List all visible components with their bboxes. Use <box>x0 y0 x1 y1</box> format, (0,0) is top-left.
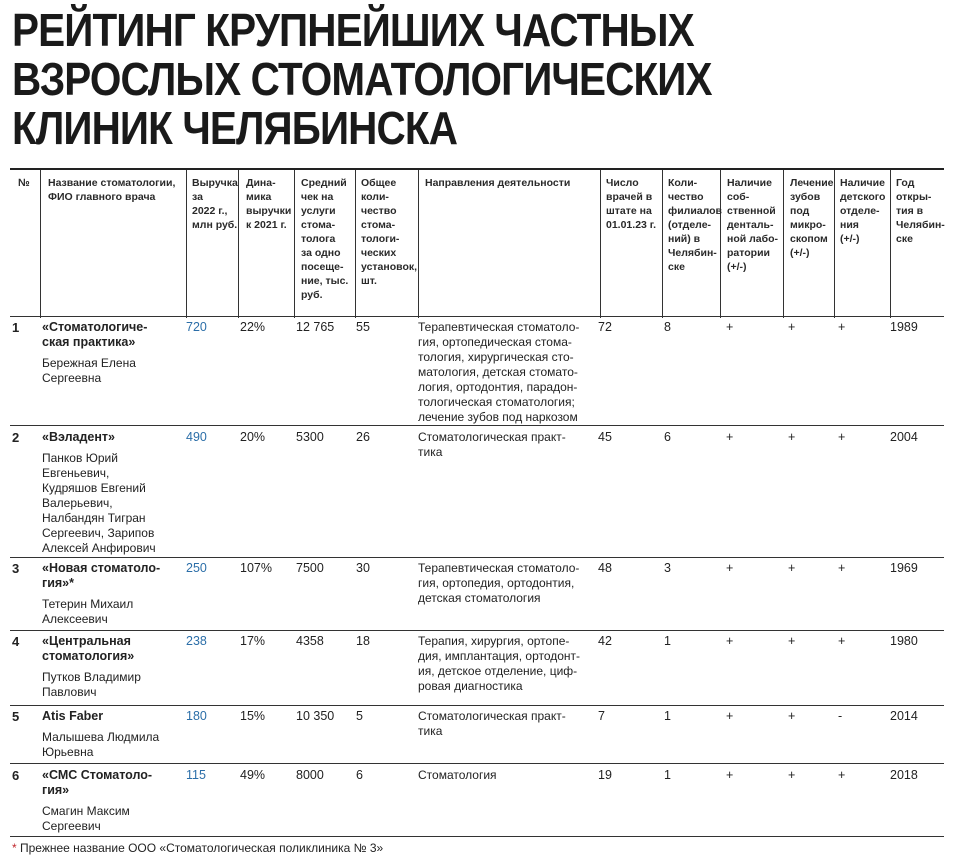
clinic-cell <box>42 768 184 834</box>
column-divider <box>834 170 835 318</box>
row-divider <box>10 557 944 558</box>
header-directions: Направления деятельности <box>425 177 571 189</box>
cell-revenue: 180 <box>186 709 207 723</box>
cell-revenue: 238 <box>186 634 207 648</box>
cell-avg-check: 8000 <box>296 768 324 782</box>
cell-microscope: + <box>788 430 796 444</box>
cell-avg-check: 5300 <box>296 430 324 444</box>
cell-avg-check: 10 350 <box>296 709 335 723</box>
clinic-name: «Центральная стоматология» <box>42 634 135 663</box>
row-divider <box>10 425 944 426</box>
column-divider <box>186 170 187 318</box>
cell-doctors: 48 <box>598 561 612 575</box>
header-year: Год откры- тия в Челябин- ске <box>896 177 945 245</box>
cell-avg-check: 12 765 <box>296 320 335 334</box>
cell-num: 2 <box>12 430 20 445</box>
cell-num: 6 <box>12 768 20 783</box>
cell-doctors: 45 <box>598 430 612 444</box>
column-divider <box>783 170 784 318</box>
cell-microscope: + <box>788 561 796 575</box>
column-divider <box>720 170 721 318</box>
column-divider <box>600 170 601 318</box>
cell-year: 1969 <box>890 561 918 575</box>
cell-year: 2014 <box>890 709 918 723</box>
cell-branches: 1 <box>664 768 671 782</box>
cell-dynamics: 107% <box>240 561 272 575</box>
title-line-1: РЕЙТИНГ КРУПНЕЙШИХ ЧАСТНЫХ <box>12 4 694 56</box>
column-divider <box>40 170 41 318</box>
clinic-name: «Стоматологиче- ская практика» <box>42 320 148 349</box>
cell-revenue: 115 <box>186 768 206 782</box>
cell-lab: + <box>726 430 734 444</box>
clinic-cell <box>42 430 184 556</box>
header-num: № <box>18 177 30 189</box>
column-divider <box>355 170 356 318</box>
header-children: Наличие детского отделе- ния (+/-) <box>840 177 886 245</box>
cell-lab: + <box>726 320 734 334</box>
cell-microscope: + <box>788 768 796 782</box>
cell-directions: Стоматологическая практ- тика <box>418 430 566 459</box>
cell-lab: + <box>726 561 734 575</box>
header-revenue: Выручка за 2022 г., млн руб. <box>192 177 238 231</box>
clinic-cell <box>42 709 184 760</box>
header-microscope: Лечение зубов под микро- скопом (+/-) <box>790 177 834 259</box>
column-divider <box>294 170 295 318</box>
page-title <box>12 6 830 153</box>
header-name: Название стоматологии, ФИО главного врача <box>48 177 176 203</box>
header-bottom-rule <box>10 316 944 317</box>
column-divider <box>662 170 663 318</box>
table-top-rule <box>10 168 944 170</box>
clinic-name: «Вэладент» <box>42 430 115 444</box>
cell-avg-check: 7500 <box>296 561 324 575</box>
cell-directions: Стоматологическая практ- тика <box>418 709 566 738</box>
footnote <box>12 841 383 855</box>
cell-avg-check: 4358 <box>296 634 324 648</box>
cell-dynamics: 17% <box>240 634 266 648</box>
cell-units: 30 <box>356 561 370 575</box>
cell-branches: 1 <box>664 634 671 648</box>
cell-children: - <box>838 709 843 723</box>
clinic-name: «Новая стоматоло- гия»* <box>42 561 161 590</box>
header-units: Общее коли- чество стома- тологи- ческих установок, шт. <box>361 177 418 287</box>
cell-directions: Терапия, хирургия, ортопе- дия, имплантация, ортодонт- ия, детское отделение, циф- ровая диагностика <box>418 634 581 693</box>
header-doctors: Число врачей в штате на 01.01.23 г. <box>606 177 657 231</box>
cell-revenue: 720 <box>186 320 207 334</box>
cell-children: + <box>838 320 846 334</box>
footnote-mark: * <box>12 841 17 855</box>
chief-doctor: Путков Владимир Павлович <box>42 670 141 699</box>
chief-doctor: Смагин Максим Сергеевич <box>42 804 130 833</box>
header-avg-check: Средний чек на услуги стома- толога за одно посеще- ние, тыс. руб. <box>301 177 349 301</box>
clinic-name: Atis Faber <box>42 709 104 723</box>
title-line-3: КЛИНИК ЧЕЛЯБИНСКА <box>12 102 458 154</box>
table-bottom-rule <box>10 836 944 837</box>
cell-directions: Терапевтическая стоматоло- гия, ортопедия, ортодонтия, детская стоматология <box>418 561 580 605</box>
header-dynamics: Дина- мика выручки к 2021 г. <box>246 177 292 231</box>
cell-microscope: + <box>788 320 796 334</box>
cell-revenue: 490 <box>186 430 207 444</box>
cell-num: 5 <box>12 709 20 724</box>
cell-dynamics: 15% <box>240 709 266 723</box>
header-lab: Наличие соб- ственной денталь- ной лабо- ратории (+/-) <box>727 177 779 273</box>
row-divider <box>10 705 944 706</box>
cell-units: 26 <box>356 430 370 444</box>
cell-year: 1980 <box>890 634 918 648</box>
column-divider <box>890 170 891 318</box>
cell-dynamics: 49% <box>240 768 266 782</box>
cell-lab: + <box>726 634 734 648</box>
cell-children: + <box>838 634 846 648</box>
cell-doctors: 42 <box>598 634 612 648</box>
clinic-name: «СМС Стоматоло- гия» <box>42 768 153 797</box>
cell-doctors: 19 <box>598 768 612 782</box>
cell-year: 2004 <box>890 430 918 444</box>
cell-units: 5 <box>356 709 363 723</box>
cell-children: + <box>838 768 846 782</box>
cell-dynamics: 22% <box>240 320 266 334</box>
cell-doctors: 7 <box>598 709 605 723</box>
cell-directions: Стоматология <box>418 768 497 782</box>
column-divider <box>418 170 419 318</box>
cell-children: + <box>838 430 846 444</box>
cell-revenue: 250 <box>186 561 207 575</box>
cell-branches: 6 <box>664 430 671 444</box>
cell-branches: 3 <box>664 561 671 575</box>
row-divider <box>10 630 944 631</box>
cell-num: 3 <box>12 561 20 576</box>
clinic-cell <box>42 561 184 627</box>
chief-doctor: Бережная Елена Сергеевна <box>42 356 136 385</box>
row-divider <box>10 763 944 764</box>
cell-units: 55 <box>356 320 370 334</box>
chief-doctor: Малышева Людмила Юрьевна <box>42 730 160 759</box>
clinic-cell <box>42 320 184 386</box>
cell-year: 2018 <box>890 768 918 782</box>
cell-doctors: 72 <box>598 320 612 334</box>
column-divider <box>238 170 239 318</box>
footnote-text: Прежнее название ООО «Стоматологическая поликлиника № 3» <box>16 841 384 855</box>
cell-num: 4 <box>12 634 20 649</box>
cell-year: 1989 <box>890 320 918 334</box>
chief-doctor: Тетерин Михаил Алексеевич <box>42 597 134 626</box>
cell-lab: + <box>726 768 734 782</box>
clinic-cell <box>42 634 184 700</box>
cell-microscope: + <box>788 634 796 648</box>
cell-num: 1 <box>12 320 20 335</box>
cell-lab: + <box>726 709 734 723</box>
cell-branches: 1 <box>664 709 671 723</box>
title-line-2: ВЗРОСЛЫХ СТОМАТОЛОГИЧЕСКИХ <box>12 53 712 105</box>
cell-directions: Терапевтическая стоматоло- гия, ортопедическая стома- тология, хирургическая сто- матология, детская стомато- логия, ортодонтия, парадон- тологическая стоматология; лечение зубов под наркозом <box>418 320 580 424</box>
cell-units: 18 <box>356 634 370 648</box>
cell-children: + <box>838 561 846 575</box>
cell-dynamics: 20% <box>240 430 266 444</box>
cell-branches: 8 <box>664 320 671 334</box>
chief-doctor: Панков Юрий Евгеньевич, Кудряшов Евгений Валерьевич, Налбандян Тигран Сергеевич, Зарипов Алексей Анфирович <box>42 451 156 555</box>
cell-microscope: + <box>788 709 796 723</box>
cell-units: 6 <box>356 768 363 782</box>
header-branches: Коли- чество филиалов (отделе- ний) в Челябин- ске <box>668 177 723 273</box>
